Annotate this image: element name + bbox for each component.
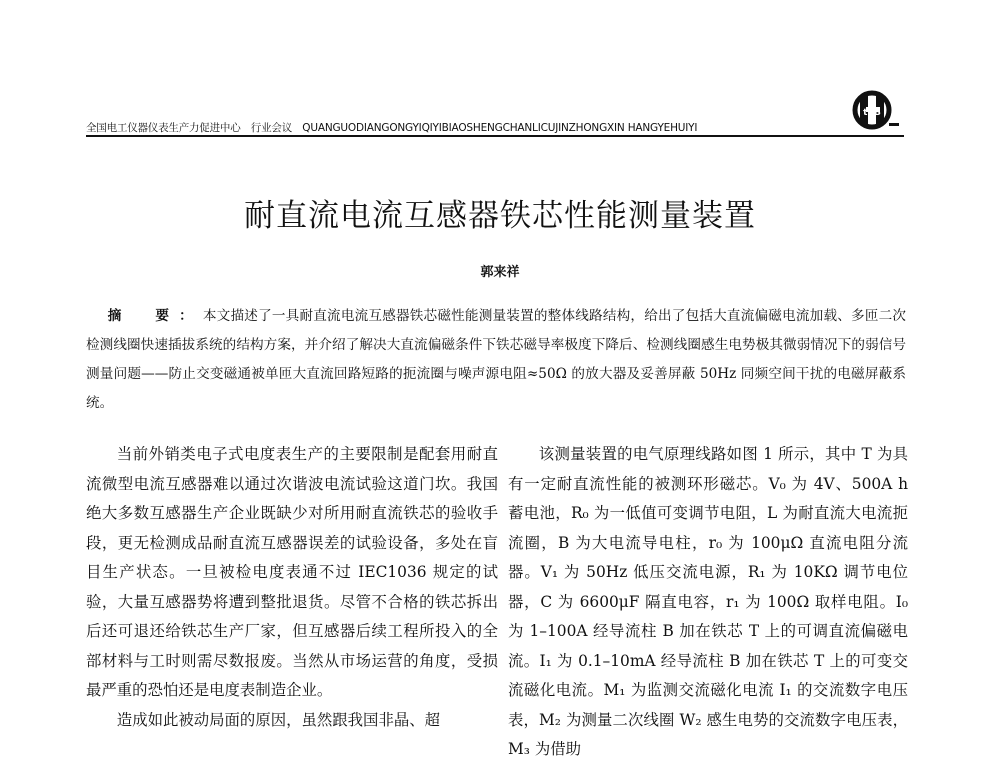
- header-rule: [86, 135, 904, 137]
- paragraph: 该测量装置的电气原理线路如图 1 所示，其中 T 为具有一定耐直流性能的被测环形磁芯。V₀ 为 4V、500A h 蓄电池，R₀ 为一低值可变调节电阻，L 为耐直流大电流扼流圈，B 为大电流导电柱，r₀ 为 100μΩ 直流电阻分流器。V₁ 为 50Hz 低压交流电源，R₁ 为 10KΩ 调节电位器，C 为 6600μF 隔直电容，r₁ 为 100Ω 取样电阻。I₀ 为 1–100A 经导流柱 B 加在铁芯 T 上的可调直流偏磁电流。I₁ 为 0.1–10mA 经导流柱 B 加在铁芯 T 上的可变交流磁化电流。M₁ 为监测交流磁化电流 I₁ 的交流数字电压表，M₂ 为测量二次线圈 W₂ 感生电势的交流数字电压表，M₃ 为借助: [508, 445, 908, 758]
- running-head: 全国电工仪器仪表生产力促进中心 行业会议 QUANGUODIANGONGYIQIYIBIAOSHENGCHANLICUJINZHONGXIN HANGYEHUIYI: [86, 122, 698, 134]
- article-title: 耐直流电流互感器铁芯性能测量装置: [244, 198, 756, 234]
- paragraph: 当前外销类电子式电度表生产的主要限制是配套用耐直流微型电流互感器难以通过次谐波电流试验这道门坎。我国绝大多数互感器生产企业既缺少对所用耐直流铁芯的验收手段，更无检测成品耐直流互感器误差的试验设备，多处在盲目生产状态。一旦被检电度表通不过 IEC1036 规定的试验，大量互感器势将遭到整批退货。尽管不合格的铁芯拆出后还可退还给铁芯生产厂家，但互感器后续工程所投入的全部材料与工时则需尽数报废。当然从市场运营的角度，受损最严重的恐怕还是电度表制造企业。: [86, 445, 498, 699]
- journal-logo: [842, 90, 902, 134]
- journal-logo-text: tSB: [863, 108, 881, 118]
- body-right-column: [508, 440, 908, 765]
- abstract-text: 本文描述了一具耐直流电流互感器铁芯磁性能测量装置的整体线路结构，给出了包括大直流偏磁电流加载、多匝二次检测线圈快速插拔系统的结构方案，并介绍了解决大直流偏磁条件下铁芯磁导率极度下降后、检测线圈感生电势极其微弱情况下的弱信号测量问题——防止交变磁通被单匝大直流回路短路的扼流圈与噪声源电阻≈50Ω 的放大器及妥善屏蔽 50Hz 同频空间干扰的电磁屏蔽系统。: [86, 308, 907, 411]
- abstract: [86, 302, 906, 418]
- article-author: 郭来祥: [480, 265, 520, 280]
- body-left-column: [86, 440, 498, 735]
- paragraph: 造成如此被动局面的原因，虽然跟我国非晶、超: [116, 710, 441, 729]
- abstract-label: 摘 要：: [107, 308, 203, 324]
